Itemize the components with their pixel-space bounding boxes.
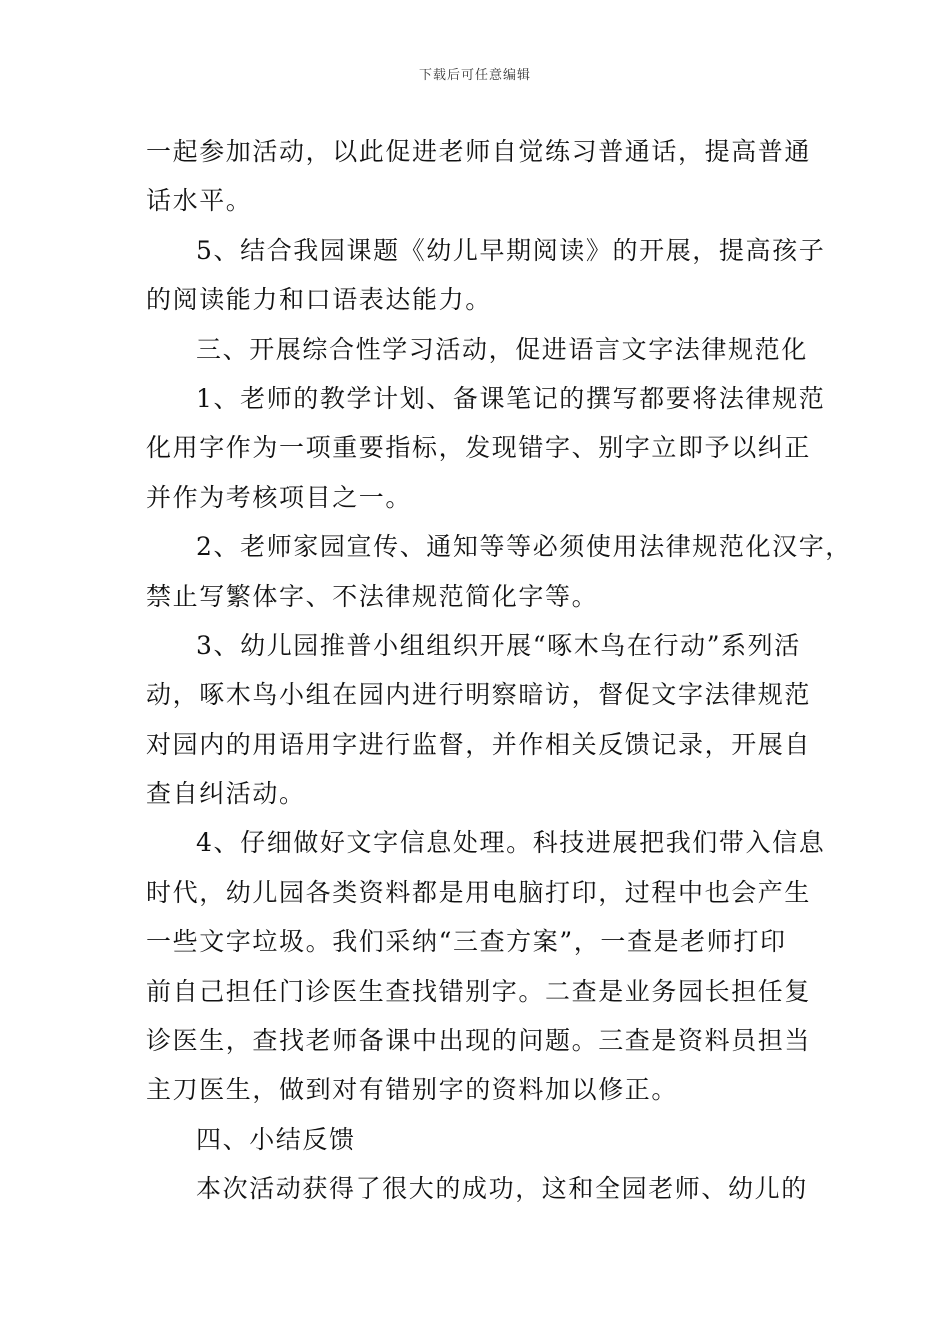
text-line: 话水平。	[146, 186, 253, 216]
text-line: 时代，幼儿园各类资料都是用电脑打印，过程中也会产生	[146, 877, 812, 907]
text-line: 前自己担任门诊医生查找错别字。二查是业务园长担任复	[146, 976, 812, 1006]
text-line: 2、老师家园宣传、通知等等必须使用法律规范化汉字，	[196, 532, 852, 562]
text-line: 的阅读能力和口语表达能力。	[146, 285, 492, 315]
document-body	[146, 127, 852, 1214]
text-line: 化用字作为一项重要指标，发现错字、别字立即予以纠正	[146, 433, 812, 463]
text-line: 1、老师的教学计划、备课笔记的撰写都要将法律规范	[196, 383, 826, 413]
text-line: 5、结合我园课题《幼儿早期阅读》的开展，提高孩子	[196, 235, 826, 265]
text-line: 本次活动获得了很大的成功，这和全园老师、幼儿的	[196, 1174, 808, 1204]
text-line: 4、仔细做好文字信息处理。科技进展把我们带入信息	[196, 828, 826, 858]
text-line: 四、小结反馈	[196, 1124, 356, 1154]
text-line: 三、开展综合性学习活动，促进语言文字法律规范化	[196, 334, 808, 364]
text-line: 并作为考核项目之一。	[146, 482, 413, 512]
text-line: 对园内的用语用字进行监督，并作相关反馈记录，开展自	[146, 729, 812, 759]
text-line: 查自纠活动。	[146, 779, 306, 809]
text-line: 3、幼儿园推普小组组织开展“啄木鸟在行动”系列活	[196, 630, 801, 660]
text-line: 一些文字垃圾。我们采纳“三查方案”，一查是老师打印	[146, 927, 787, 957]
text-line: 动，啄木鸟小组在园内进行明察暗访，督促文字法律规范	[146, 680, 812, 710]
text-line: 主刀医生，做到对有错别字的资料加以修正。	[146, 1075, 679, 1105]
page-header: 下载后可任意编辑	[418, 68, 531, 83]
text-line: 一起参加活动，以此促进老师自觉练习普通话，提高普通	[146, 137, 812, 166]
text-line: 诊医生，查找老师备课中出现的问题。三查是资料员担当	[146, 1026, 812, 1056]
text-line: 禁止写繁体字、不法律规范简化字等。	[146, 581, 599, 611]
